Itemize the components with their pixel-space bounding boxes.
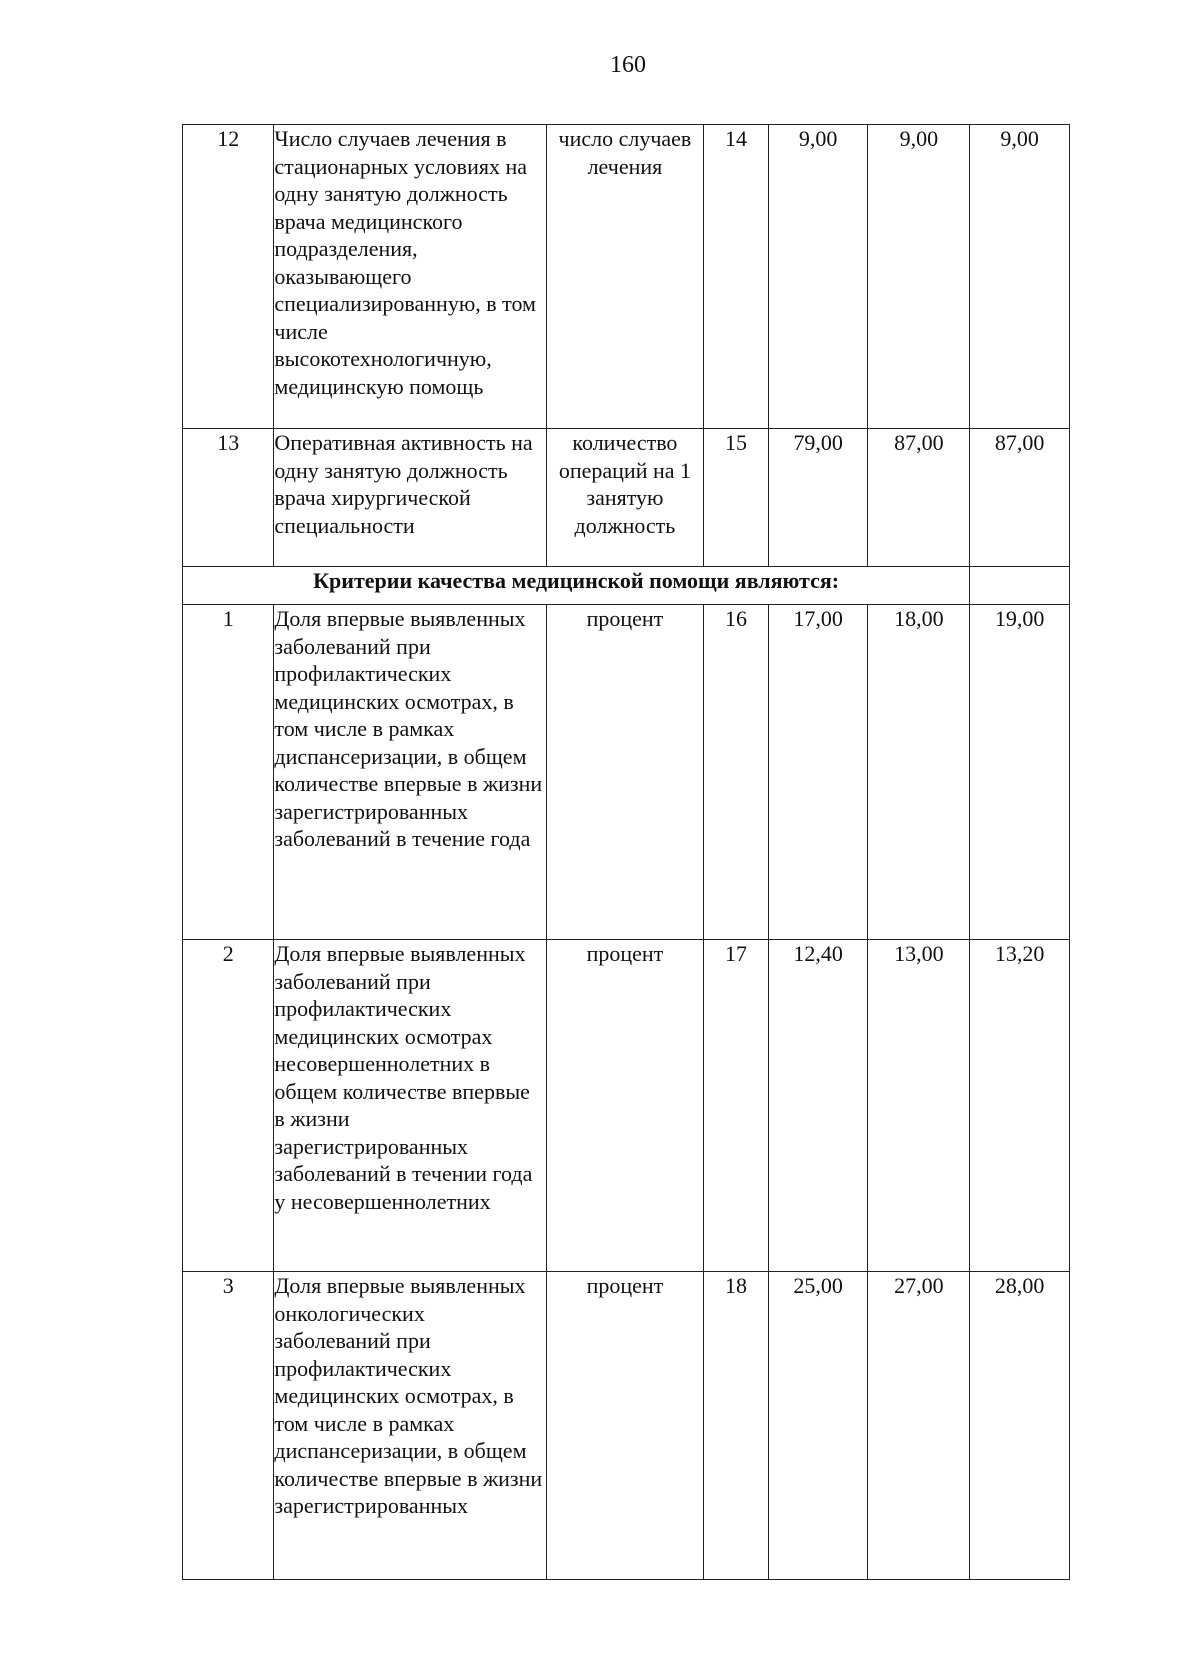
value-year-3: 13,20 (970, 940, 1070, 1272)
value-year-1: 79,00 (768, 429, 868, 567)
row-number: 2 (183, 940, 274, 1272)
value-year-3: 87,00 (970, 429, 1070, 567)
value-year-2: 87,00 (868, 429, 970, 567)
row-code: 18 (704, 1272, 768, 1580)
unit-of-measure: число случаев лечения (546, 125, 704, 429)
indicator-name: Доля впервые выявленных онкологических заболеваний при профилактических медицинских осмотрах, в том числе в рамках диспансеризации, в общем количестве впервые в жизни зарегистрированных (274, 1272, 546, 1580)
section-title: Критерии качества медицинской помощи являются: (183, 567, 970, 605)
table-row (183, 125, 1070, 429)
value-year-1: 9,00 (768, 125, 868, 429)
value-year-2: 13,00 (868, 940, 970, 1272)
table-row (183, 940, 1070, 1272)
unit-of-measure: количество операций на 1 занятую должность (546, 429, 704, 567)
page-number: 160 (610, 52, 646, 78)
indicator-name: Число случаев лечения в стационарных условиях на одну занятую должность врача медицинского подразделения, оказывающего специализированную, в том числе высокотехнологичную, медицинскую помощь (274, 125, 546, 429)
row-code: 15 (704, 429, 768, 567)
row-number: 13 (183, 429, 274, 567)
table-row (183, 429, 1070, 567)
row-code: 16 (704, 605, 768, 940)
empty-cell (970, 567, 1070, 605)
section-header-row (183, 567, 1070, 605)
value-year-1: 12,40 (768, 940, 868, 1272)
table-row (183, 605, 1070, 940)
indicator-name: Доля впервые выявленных заболеваний при профилактических медицинских осмотрах, в том числе в рамках диспансеризации, в общем количестве впервые в жизни зарегистрированных заболеваний в течение года (274, 605, 546, 940)
value-year-3: 9,00 (970, 125, 1070, 429)
indicator-name: Доля впервые выявленных заболеваний при профилактических медицинских осмотрах несовершеннолетних в общем количестве впервые в жизни зарегистрированных заболеваний в течении года у несовершеннолетних (274, 940, 546, 1272)
value-year-1: 17,00 (768, 605, 868, 940)
unit-of-measure: процент (546, 1272, 704, 1580)
value-year-1: 25,00 (768, 1272, 868, 1580)
unit-of-measure: процент (546, 605, 704, 940)
table-row (183, 1272, 1070, 1580)
row-code: 17 (704, 940, 768, 1272)
row-number: 1 (183, 605, 274, 940)
indicator-name: Оперативная активность на одну занятую должность врача хирургической специальности (274, 429, 546, 567)
value-year-3: 19,00 (970, 605, 1070, 940)
row-number: 3 (183, 1272, 274, 1580)
row-number: 12 (183, 125, 274, 429)
value-year-2: 27,00 (868, 1272, 970, 1580)
value-year-2: 9,00 (868, 125, 970, 429)
criteria-table (182, 124, 1070, 1580)
unit-of-measure: процент (546, 940, 704, 1272)
value-year-2: 18,00 (868, 605, 970, 940)
row-code: 14 (704, 125, 768, 429)
value-year-3: 28,00 (970, 1272, 1070, 1580)
